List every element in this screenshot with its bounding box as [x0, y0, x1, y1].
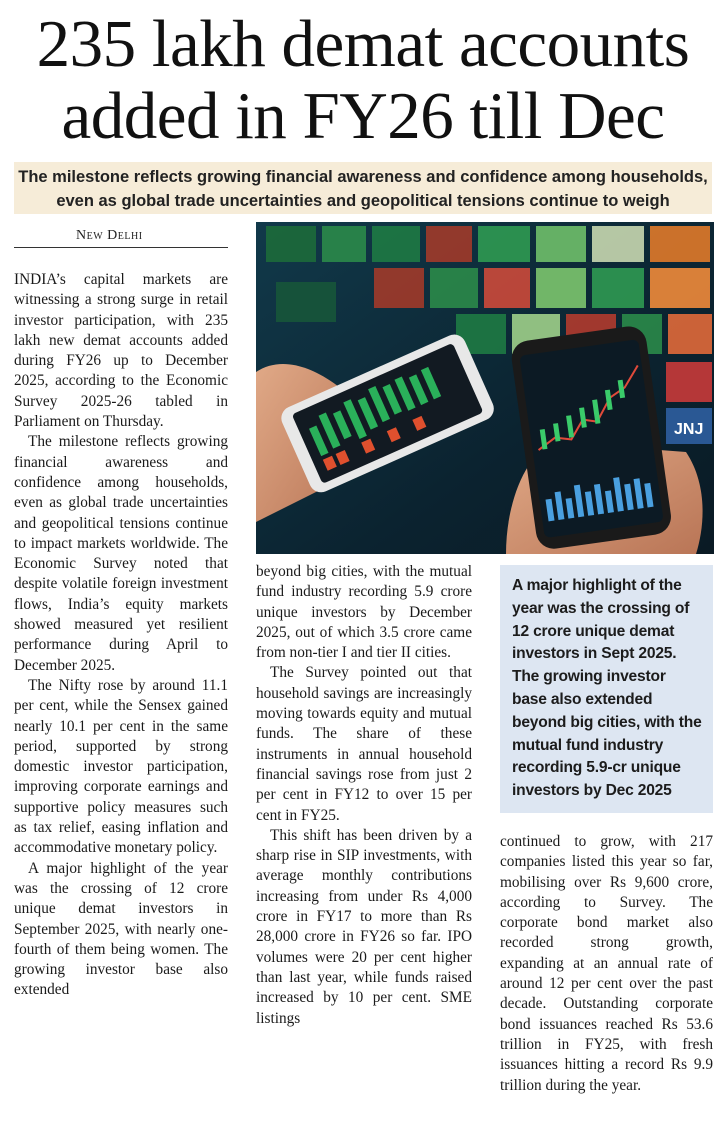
standfirst	[14, 162, 712, 214]
article-column-2	[256, 562, 472, 1029]
paragraph: beyond big cities, with the mutual fund industry recording 5.9 crore unique investors by December 2025, out of which 3.5 crore came from non-tier I and tier II cities.	[256, 563, 472, 662]
article-column-1	[14, 270, 228, 1001]
standfirst-line-2: even as global trade uncertainties and geopolitical tensions continue to weigh	[56, 192, 670, 210]
headline-line-2: added in FY26 till Dec	[61, 79, 665, 153]
paragraph: This shift has been driven by a sharp rise in SIP investments, with average monthly contributions increasing from under Rs 4,000 crore in FY17 to more than Rs 28,000 crore in FY26 so far. IPO volumes were 20 per cent higher than last year, while funds raised increased by 10 per cent. SME listings	[256, 826, 472, 1027]
paragraph: continued to grow, with 217 companies listed this year so far, mobilising over Rs 9,600 crore, according to Survey. The corporate bond market also recorded strong growth, expanding at an annual rate of around 12 per cent over the past decade. Outstanding corporate bond issuances reached Rs 53.6 trillion in FY25, with fresh issuances hitting a record Rs 9.9 trillion during the year.	[500, 833, 713, 1094]
pull-quote: A major highlight of the year was the crossing of 12 crore unique demat investors in Sept 2025. The growing investor base also extended beyond big cities, with the mutual fund industry recording 5.9-cr unique investors by Dec 2025	[500, 565, 713, 813]
screen-ticker-text: JNJ	[674, 421, 704, 438]
standfirst-line-1: The milestone reflects growing financial awareness and confidence among households,	[18, 168, 708, 186]
headline-line-1: 235 lakh demat accounts	[36, 7, 690, 81]
dateline: New Delhi	[14, 228, 228, 248]
paragraph: The milestone reflects growing financial awareness and confidence among households, even as global trade uncertainties and geopolitical tensions continue to impact markets worldwide. The Economic Survey noted that despite volatile foreign investment flows, India’s equity markets showed measured yet resilient performance during April to December 2025.	[14, 433, 228, 674]
headline	[0, 8, 726, 152]
paragraph: The Survey pointed out that household savings are increasingly moving towards equity and mutual funds. The share of these instruments in annual household financial savings rose from just 2 per cent in FY12 to over 15 per cent in FY25.	[256, 664, 472, 824]
stock-market-phones-photo	[256, 222, 714, 554]
article-column-3	[500, 832, 713, 1096]
paragraph: INDIA’s capital markets are witnessing a strong surge in retail investor participation, with 235 lakh new demat accounts added during FY26 up to December 2025, according to the Economic Survey 2025-26 tabled in Parliament on Thursday.	[14, 271, 228, 431]
paragraph: A major highlight of the year was the crossing of 12 crore unique demat investors in September 2025, with nearly one-fourth of them being women. The growing investor base also extended	[14, 859, 228, 999]
paragraph: The Nifty rose by around 11.1 per cent, while the Sensex gained nearly 10.1 per cent in the same period, supported by strong domestic investor participation, improving corporate earnings and supportive policy measures such as tax relief, easing inflation and accommodative monetary policy.	[14, 676, 228, 857]
